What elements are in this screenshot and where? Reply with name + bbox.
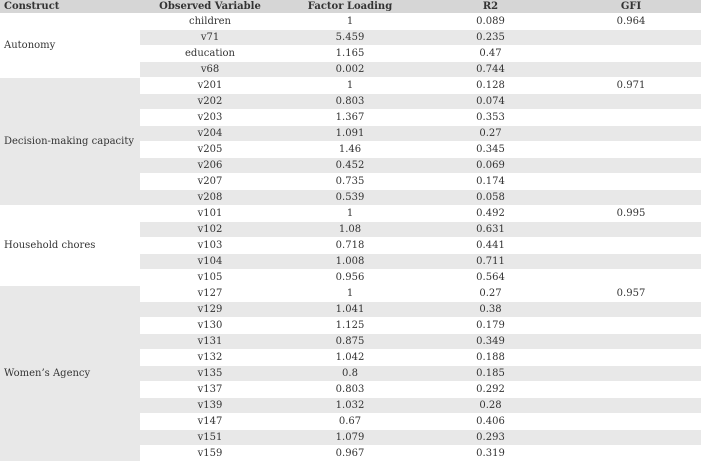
factor-loading-cell: 0.452 — [280, 158, 420, 174]
r2-cell: 0.089 — [420, 14, 561, 30]
r2-cell: 0.174 — [420, 174, 561, 190]
factor-loading-cell: 1.091 — [280, 126, 420, 142]
construct-cell: Women’s Agency — [0, 286, 140, 462]
r2-cell: 0.28 — [420, 398, 561, 414]
gfi-cell: 0.971 — [561, 78, 701, 94]
observed-variable-cell: v103 — [140, 238, 280, 254]
observed-variable-cell: v131 — [140, 334, 280, 350]
r2-cell: 0.185 — [420, 366, 561, 382]
factor-loading-cell: 0.539 — [280, 190, 420, 206]
gfi-cell — [561, 94, 701, 110]
r2-cell: 0.27 — [420, 126, 561, 142]
gfi-cell — [561, 174, 701, 190]
r2-cell: 0.058 — [420, 190, 561, 206]
observed-variable-cell: v207 — [140, 174, 280, 190]
factor-loading-cell: 0.8 — [280, 366, 420, 382]
factor-loading-cell: 1.041 — [280, 302, 420, 318]
table-row — [0, 78, 701, 94]
gfi-cell — [561, 142, 701, 158]
factor-loading-cell: 0.735 — [280, 174, 420, 190]
gfi-cell — [561, 446, 701, 462]
table-row — [0, 206, 701, 222]
observed-variable-cell: v139 — [140, 398, 280, 414]
r2-cell: 0.353 — [420, 110, 561, 126]
gfi-cell — [561, 126, 701, 142]
observed-variable-cell: v205 — [140, 142, 280, 158]
gfi-cell — [561, 270, 701, 286]
factor-loading-cell: 1.125 — [280, 318, 420, 334]
r2-cell: 0.074 — [420, 94, 561, 110]
factor-loading-cell: 0.718 — [280, 238, 420, 254]
gfi-cell — [561, 254, 701, 270]
factor-loading-cell: 1.079 — [280, 430, 420, 446]
gfi-cell — [561, 110, 701, 126]
factor-loading-cell: 1.032 — [280, 398, 420, 414]
construct-cell: Autonomy — [0, 14, 140, 78]
table-header — [0, 0, 701, 14]
factor-loading-cell: 1 — [280, 78, 420, 94]
factor-loading-cell: 1 — [280, 14, 420, 30]
observed-variable-cell: v135 — [140, 366, 280, 382]
r2-cell: 0.293 — [420, 430, 561, 446]
gfi-cell — [561, 30, 701, 46]
construct-cell: Decision-making capacity — [0, 78, 140, 206]
observed-variable-cell: v202 — [140, 94, 280, 110]
header-construct: Construct — [0, 0, 140, 14]
observed-variable-cell: v68 — [140, 62, 280, 78]
observed-variable-cell: v137 — [140, 382, 280, 398]
gfi-cell — [561, 46, 701, 62]
gfi-cell — [561, 302, 701, 318]
r2-cell: 0.38 — [420, 302, 561, 318]
observed-variable-cell: v147 — [140, 414, 280, 430]
r2-cell: 0.564 — [420, 270, 561, 286]
table-row — [0, 14, 701, 30]
factor-loading-cell: 0.956 — [280, 270, 420, 286]
table-body — [0, 14, 701, 462]
gfi-cell: 0.964 — [561, 14, 701, 30]
observed-variable-cell: v127 — [140, 286, 280, 302]
gfi-cell — [561, 382, 701, 398]
observed-variable-cell: v203 — [140, 110, 280, 126]
factor-loading-cell: 1.367 — [280, 110, 420, 126]
gfi-cell — [561, 318, 701, 334]
table-row — [0, 286, 701, 302]
gfi-cell — [561, 62, 701, 78]
construct-cell: Household chores — [0, 206, 140, 286]
header-r2: R2 — [420, 0, 561, 14]
r2-cell: 0.631 — [420, 222, 561, 238]
r2-cell: 0.292 — [420, 382, 561, 398]
r2-cell: 0.319 — [420, 446, 561, 462]
factor-loading-cell: 5.459 — [280, 30, 420, 46]
gfi-cell — [561, 430, 701, 446]
factor-loading-cell: 0.67 — [280, 414, 420, 430]
r2-cell: 0.349 — [420, 334, 561, 350]
r2-cell: 0.711 — [420, 254, 561, 270]
observed-variable-cell: v132 — [140, 350, 280, 366]
factor-loading-cell: 1.46 — [280, 142, 420, 158]
observed-variable-cell: v71 — [140, 30, 280, 46]
observed-variable-cell: v151 — [140, 430, 280, 446]
observed-variable-cell: education — [140, 46, 280, 62]
observed-variable-cell: children — [140, 14, 280, 30]
factor-loading-cell: 0.967 — [280, 446, 420, 462]
observed-variable-cell: v104 — [140, 254, 280, 270]
observed-variable-cell: v159 — [140, 446, 280, 462]
r2-cell: 0.47 — [420, 46, 561, 62]
gfi-cell — [561, 190, 701, 206]
factor-loading-cell: 0.875 — [280, 334, 420, 350]
r2-cell: 0.27 — [420, 286, 561, 302]
observed-variable-cell: v129 — [140, 302, 280, 318]
gfi-cell — [561, 366, 701, 382]
r2-cell: 0.188 — [420, 350, 561, 366]
factor-loading-cell: 1.008 — [280, 254, 420, 270]
gfi-cell: 0.995 — [561, 206, 701, 222]
header-observed-variable: Observed Variable — [140, 0, 280, 14]
factor-loading-cell: 1.165 — [280, 46, 420, 62]
factor-loading-cell: 0.803 — [280, 94, 420, 110]
r2-cell: 0.179 — [420, 318, 561, 334]
gfi-cell — [561, 238, 701, 254]
r2-cell: 0.128 — [420, 78, 561, 94]
r2-cell: 0.406 — [420, 414, 561, 430]
gfi-cell — [561, 334, 701, 350]
factor-loading-cell: 1 — [280, 206, 420, 222]
r2-cell: 0.492 — [420, 206, 561, 222]
observed-variable-cell: v206 — [140, 158, 280, 174]
factor-loading-cell: 1.042 — [280, 350, 420, 366]
r2-cell: 0.069 — [420, 158, 561, 174]
header-factor-loading: Factor Loading — [280, 0, 420, 14]
factor-loading-cell: 0.803 — [280, 382, 420, 398]
r2-cell: 0.235 — [420, 30, 561, 46]
gfi-cell — [561, 222, 701, 238]
observed-variable-cell: v208 — [140, 190, 280, 206]
header-row — [0, 0, 701, 14]
gfi-cell — [561, 158, 701, 174]
observed-variable-cell: v102 — [140, 222, 280, 238]
observed-variable-cell: v201 — [140, 78, 280, 94]
observed-variable-cell: v204 — [140, 126, 280, 142]
observed-variable-cell: v105 — [140, 270, 280, 286]
gfi-cell — [561, 398, 701, 414]
r2-cell: 0.744 — [420, 62, 561, 78]
factor-loading-cell: 0.002 — [280, 62, 420, 78]
gfi-cell — [561, 350, 701, 366]
factor-loading-cell: 1 — [280, 286, 420, 302]
observed-variable-cell: v101 — [140, 206, 280, 222]
gfi-cell — [561, 414, 701, 430]
observed-variable-cell: v130 — [140, 318, 280, 334]
r2-cell: 0.345 — [420, 142, 561, 158]
r2-cell: 0.441 — [420, 238, 561, 254]
gfi-cell: 0.957 — [561, 286, 701, 302]
factor-loading-cell: 1.08 — [280, 222, 420, 238]
header-gfi: GFI — [561, 0, 701, 14]
